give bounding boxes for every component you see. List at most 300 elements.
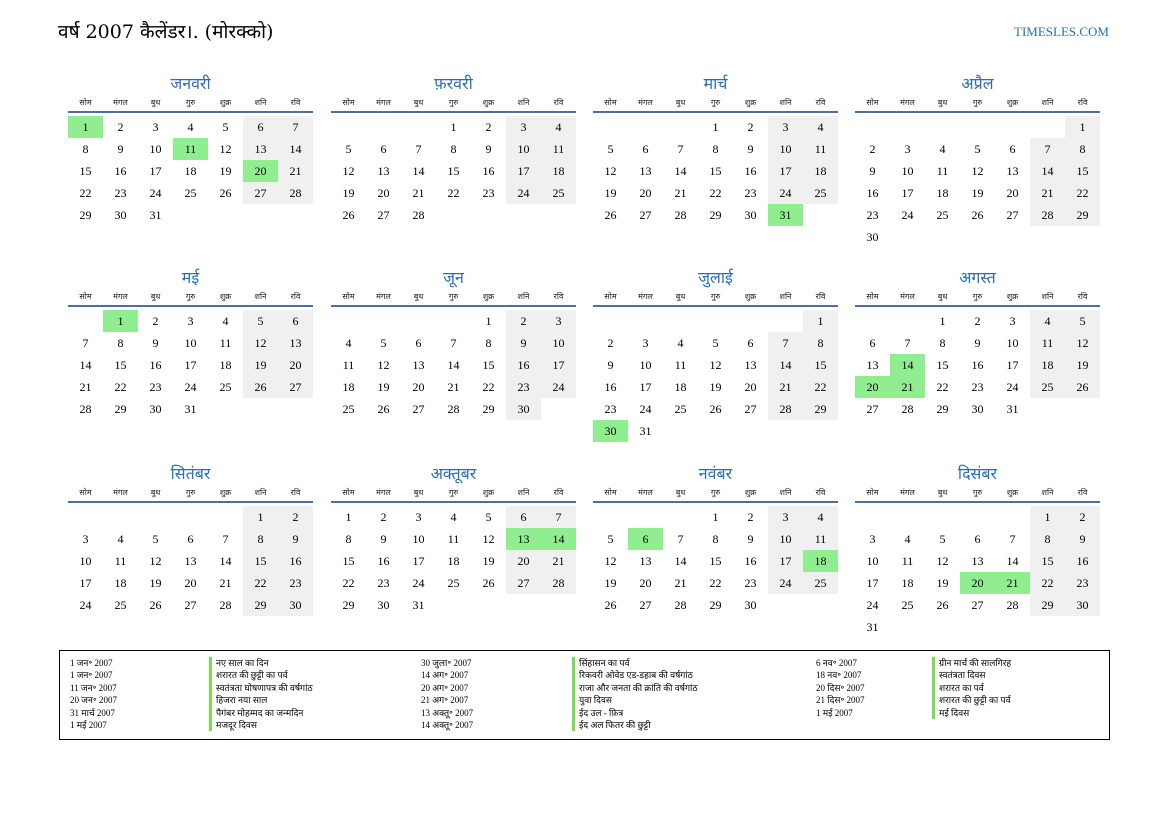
day-cell[interactable]: 19 bbox=[377, 380, 390, 394]
day-cell[interactable]: 24 bbox=[506, 182, 541, 204]
holiday-day-cell[interactable]: 13 bbox=[506, 528, 541, 550]
day-cell[interactable]: 20 bbox=[377, 186, 390, 200]
day-cell[interactable]: 11 bbox=[901, 554, 914, 568]
day-cell[interactable]: 3 bbox=[152, 120, 159, 134]
day-cell[interactable]: 23 bbox=[866, 208, 879, 222]
day-cell[interactable]: 20 bbox=[278, 354, 313, 376]
day-cell[interactable]: 17 bbox=[901, 186, 914, 200]
day-cell[interactable]: 30 bbox=[866, 230, 879, 244]
day-cell[interactable]: 7 bbox=[278, 116, 313, 138]
day-cell[interactable]: 31 bbox=[866, 620, 879, 634]
day-cell[interactable]: 11 bbox=[219, 336, 232, 350]
day-cell[interactable]: 19 bbox=[219, 164, 232, 178]
day-cell[interactable]: 22 bbox=[709, 186, 722, 200]
day-cell[interactable]: 8 bbox=[712, 142, 719, 156]
day-cell[interactable]: 6 bbox=[506, 506, 541, 528]
day-cell[interactable]: 21 bbox=[79, 380, 92, 394]
day-cell[interactable]: 7 bbox=[1009, 532, 1016, 546]
day-cell[interactable]: 13 bbox=[412, 358, 425, 372]
day-cell[interactable]: 8 bbox=[712, 532, 719, 546]
day-cell[interactable]: 3 bbox=[904, 142, 911, 156]
day-cell[interactable]: 12 bbox=[709, 358, 722, 372]
day-cell[interactable]: 13 bbox=[744, 358, 757, 372]
day-cell[interactable]: 17 bbox=[768, 160, 803, 182]
day-cell[interactable]: 5 bbox=[607, 532, 614, 546]
day-cell[interactable]: 28 bbox=[901, 402, 914, 416]
day-cell[interactable]: 1 bbox=[939, 314, 946, 328]
day-cell[interactable]: 22 bbox=[803, 376, 838, 398]
day-cell[interactable]: 14 bbox=[278, 138, 313, 160]
day-cell[interactable]: 8 bbox=[243, 528, 278, 550]
day-cell[interactable]: 10 bbox=[1006, 336, 1019, 350]
day-cell[interactable]: 18 bbox=[219, 358, 232, 372]
day-cell[interactable]: 1 bbox=[1065, 116, 1100, 138]
day-cell[interactable]: 22 bbox=[447, 186, 460, 200]
day-cell[interactable]: 23 bbox=[1065, 572, 1100, 594]
day-cell[interactable]: 1 bbox=[712, 510, 719, 524]
day-cell[interactable]: 27 bbox=[639, 208, 652, 222]
day-cell[interactable]: 11 bbox=[447, 532, 460, 546]
day-cell[interactable]: 11 bbox=[541, 138, 576, 160]
day-cell[interactable]: 22 bbox=[1030, 572, 1065, 594]
day-cell[interactable]: 20 bbox=[506, 550, 541, 572]
day-cell[interactable]: 15 bbox=[936, 358, 949, 372]
day-cell[interactable]: 6 bbox=[642, 142, 649, 156]
day-cell[interactable]: 23 bbox=[744, 186, 757, 200]
holiday-day-cell[interactable]: 30 bbox=[593, 420, 628, 442]
day-cell[interactable]: 23 bbox=[149, 380, 162, 394]
day-cell[interactable]: 25 bbox=[184, 186, 197, 200]
day-cell[interactable]: 16 bbox=[482, 164, 495, 178]
day-cell[interactable]: 15 bbox=[482, 358, 495, 372]
day-cell[interactable]: 31 bbox=[639, 424, 652, 438]
day-cell[interactable]: 13 bbox=[1006, 164, 1019, 178]
day-cell[interactable]: 12 bbox=[219, 142, 232, 156]
day-cell[interactable]: 6 bbox=[1009, 142, 1016, 156]
day-cell[interactable]: 4 bbox=[117, 532, 124, 546]
day-cell[interactable]: 5 bbox=[243, 310, 278, 332]
day-cell[interactable]: 2 bbox=[278, 506, 313, 528]
day-cell[interactable]: 24 bbox=[901, 208, 914, 222]
day-cell[interactable]: 21 bbox=[412, 186, 425, 200]
day-cell[interactable]: 1 bbox=[1030, 506, 1065, 528]
day-cell[interactable]: 13 bbox=[639, 164, 652, 178]
day-cell[interactable]: 29 bbox=[936, 402, 949, 416]
holiday-day-cell[interactable]: 1 bbox=[103, 310, 138, 332]
holiday-day-cell[interactable]: 21 bbox=[890, 376, 925, 398]
day-cell[interactable]: 2 bbox=[1065, 506, 1100, 528]
day-cell[interactable]: 6 bbox=[747, 336, 754, 350]
day-cell[interactable]: 29 bbox=[243, 594, 278, 616]
day-cell[interactable]: 2 bbox=[747, 510, 754, 524]
day-cell[interactable]: 23 bbox=[278, 572, 313, 594]
day-cell[interactable]: 8 bbox=[939, 336, 946, 350]
day-cell[interactable]: 10 bbox=[412, 532, 425, 546]
day-cell[interactable]: 8 bbox=[1065, 138, 1100, 160]
day-cell[interactable]: 21 bbox=[278, 160, 313, 182]
day-cell[interactable]: 29 bbox=[79, 208, 92, 222]
day-cell[interactable]: 10 bbox=[184, 336, 197, 350]
day-cell[interactable]: 27 bbox=[377, 208, 390, 222]
day-cell[interactable]: 7 bbox=[677, 142, 684, 156]
day-cell[interactable]: 23 bbox=[744, 576, 757, 590]
day-cell[interactable]: 11 bbox=[342, 358, 355, 372]
day-cell[interactable]: 18 bbox=[901, 576, 914, 590]
day-cell[interactable]: 22 bbox=[709, 576, 722, 590]
day-cell[interactable]: 26 bbox=[149, 598, 162, 612]
day-cell[interactable]: 30 bbox=[377, 598, 390, 612]
day-cell[interactable]: 3 bbox=[768, 116, 803, 138]
day-cell[interactable]: 21 bbox=[447, 380, 460, 394]
day-cell[interactable]: 8 bbox=[82, 142, 89, 156]
day-cell[interactable]: 10 bbox=[79, 554, 92, 568]
day-cell[interactable]: 14 bbox=[768, 354, 803, 376]
day-cell[interactable]: 10 bbox=[506, 138, 541, 160]
day-cell[interactable]: 10 bbox=[639, 358, 652, 372]
day-cell[interactable]: 3 bbox=[82, 532, 89, 546]
day-cell[interactable]: 25 bbox=[541, 182, 576, 204]
day-cell[interactable]: 2 bbox=[152, 314, 159, 328]
day-cell[interactable]: 13 bbox=[184, 554, 197, 568]
day-cell[interactable]: 7 bbox=[222, 532, 229, 546]
day-cell[interactable]: 10 bbox=[768, 138, 803, 160]
day-cell[interactable]: 5 bbox=[485, 510, 492, 524]
day-cell[interactable]: 15 bbox=[1065, 160, 1100, 182]
day-cell[interactable]: 4 bbox=[1030, 310, 1065, 332]
day-cell[interactable]: 25 bbox=[1030, 376, 1065, 398]
day-cell[interactable]: 19 bbox=[604, 576, 617, 590]
day-cell[interactable]: 7 bbox=[82, 336, 89, 350]
day-cell[interactable]: 10 bbox=[768, 528, 803, 550]
day-cell[interactable]: 16 bbox=[506, 354, 541, 376]
day-cell[interactable]: 3 bbox=[869, 532, 876, 546]
day-cell[interactable]: 26 bbox=[709, 402, 722, 416]
day-cell[interactable]: 9 bbox=[747, 532, 754, 546]
day-cell[interactable]: 9 bbox=[869, 164, 876, 178]
day-cell[interactable]: 17 bbox=[412, 554, 425, 568]
day-cell[interactable]: 29 bbox=[342, 598, 355, 612]
day-cell[interactable]: 10 bbox=[149, 142, 162, 156]
day-cell[interactable]: 23 bbox=[482, 186, 495, 200]
day-cell[interactable]: 18 bbox=[803, 160, 838, 182]
day-cell[interactable]: 23 bbox=[604, 402, 617, 416]
day-cell[interactable]: 25 bbox=[114, 598, 127, 612]
day-cell[interactable]: 21 bbox=[674, 576, 687, 590]
day-cell[interactable]: 6 bbox=[278, 310, 313, 332]
day-cell[interactable]: 31 bbox=[1006, 402, 1019, 416]
day-cell[interactable]: 17 bbox=[1006, 358, 1019, 372]
day-cell[interactable]: 9 bbox=[1065, 528, 1100, 550]
day-cell[interactable]: 19 bbox=[342, 186, 355, 200]
day-cell[interactable]: 20 bbox=[1006, 186, 1019, 200]
day-cell[interactable]: 19 bbox=[482, 554, 495, 568]
day-cell[interactable]: 24 bbox=[149, 186, 162, 200]
day-cell[interactable]: 30 bbox=[1065, 594, 1100, 616]
day-cell[interactable]: 19 bbox=[709, 380, 722, 394]
day-cell[interactable]: 5 bbox=[712, 336, 719, 350]
day-cell[interactable]: 24 bbox=[412, 576, 425, 590]
day-cell[interactable]: 26 bbox=[482, 576, 495, 590]
day-cell[interactable]: 25 bbox=[936, 208, 949, 222]
day-cell[interactable]: 6 bbox=[974, 532, 981, 546]
day-cell[interactable]: 28 bbox=[1006, 598, 1019, 612]
day-cell[interactable]: 24 bbox=[1006, 380, 1019, 394]
day-cell[interactable]: 15 bbox=[1030, 550, 1065, 572]
day-cell[interactable]: 19 bbox=[604, 186, 617, 200]
day-cell[interactable]: 20 bbox=[412, 380, 425, 394]
day-cell[interactable]: 28 bbox=[412, 208, 425, 222]
day-cell[interactable]: 29 bbox=[1065, 204, 1100, 226]
holiday-day-cell[interactable]: 6 bbox=[628, 528, 663, 550]
day-cell[interactable]: 27 bbox=[744, 402, 757, 416]
day-cell[interactable]: 21 bbox=[1030, 182, 1065, 204]
day-cell[interactable]: 24 bbox=[79, 598, 92, 612]
day-cell[interactable]: 15 bbox=[803, 354, 838, 376]
day-cell[interactable]: 30 bbox=[114, 208, 127, 222]
day-cell[interactable]: 5 bbox=[1065, 310, 1100, 332]
day-cell[interactable]: 10 bbox=[866, 554, 879, 568]
day-cell[interactable]: 14 bbox=[674, 164, 687, 178]
day-cell[interactable]: 27 bbox=[866, 402, 879, 416]
day-cell[interactable]: 20 bbox=[184, 576, 197, 590]
day-cell[interactable]: 26 bbox=[342, 208, 355, 222]
day-cell[interactable]: 2 bbox=[607, 336, 614, 350]
day-cell[interactable]: 22 bbox=[936, 380, 949, 394]
holiday-day-cell[interactable]: 21 bbox=[995, 572, 1030, 594]
day-cell[interactable]: 24 bbox=[866, 598, 879, 612]
day-cell[interactable]: 27 bbox=[639, 598, 652, 612]
day-cell[interactable]: 22 bbox=[1065, 182, 1100, 204]
day-cell[interactable]: 26 bbox=[1065, 376, 1100, 398]
day-cell[interactable]: 9 bbox=[607, 358, 614, 372]
day-cell[interactable]: 14 bbox=[219, 554, 232, 568]
day-cell[interactable]: 21 bbox=[674, 186, 687, 200]
day-cell[interactable]: 9 bbox=[278, 528, 313, 550]
day-cell[interactable]: 1 bbox=[243, 506, 278, 528]
day-cell[interactable]: 20 bbox=[744, 380, 757, 394]
day-cell[interactable]: 2 bbox=[485, 120, 492, 134]
day-cell[interactable]: 3 bbox=[415, 510, 422, 524]
day-cell[interactable]: 14 bbox=[1030, 160, 1065, 182]
day-cell[interactable]: 28 bbox=[674, 208, 687, 222]
day-cell[interactable]: 18 bbox=[541, 160, 576, 182]
day-cell[interactable]: 29 bbox=[709, 598, 722, 612]
day-cell[interactable]: 12 bbox=[604, 164, 617, 178]
day-cell[interactable]: 12 bbox=[243, 332, 278, 354]
day-cell[interactable]: 13 bbox=[639, 554, 652, 568]
day-cell[interactable]: 8 bbox=[450, 142, 457, 156]
day-cell[interactable]: 18 bbox=[936, 186, 949, 200]
day-cell[interactable]: 26 bbox=[604, 598, 617, 612]
day-cell[interactable]: 5 bbox=[222, 120, 229, 134]
day-cell[interactable]: 31 bbox=[412, 598, 425, 612]
day-cell[interactable]: 12 bbox=[604, 554, 617, 568]
day-cell[interactable]: 5 bbox=[607, 142, 614, 156]
day-cell[interactable]: 24 bbox=[541, 376, 576, 398]
day-cell[interactable]: 23 bbox=[506, 376, 541, 398]
day-cell[interactable]: 22 bbox=[243, 572, 278, 594]
day-cell[interactable]: 25 bbox=[803, 182, 838, 204]
day-cell[interactable]: 21 bbox=[219, 576, 232, 590]
day-cell[interactable]: 7 bbox=[541, 506, 576, 528]
day-cell[interactable]: 15 bbox=[709, 164, 722, 178]
day-cell[interactable]: 22 bbox=[342, 576, 355, 590]
day-cell[interactable]: 4 bbox=[222, 314, 229, 328]
day-cell[interactable]: 26 bbox=[377, 402, 390, 416]
holiday-day-cell[interactable]: 20 bbox=[960, 572, 995, 594]
day-cell[interactable]: 27 bbox=[184, 598, 197, 612]
day-cell[interactable]: 9 bbox=[380, 532, 387, 546]
day-cell[interactable]: 17 bbox=[768, 550, 803, 572]
day-cell[interactable]: 16 bbox=[278, 550, 313, 572]
day-cell[interactable]: 7 bbox=[768, 332, 803, 354]
day-cell[interactable]: 14 bbox=[674, 554, 687, 568]
day-cell[interactable]: 18 bbox=[184, 164, 197, 178]
day-cell[interactable]: 9 bbox=[117, 142, 124, 156]
day-cell[interactable]: 27 bbox=[412, 402, 425, 416]
day-cell[interactable]: 27 bbox=[506, 572, 541, 594]
day-cell[interactable]: 29 bbox=[114, 402, 127, 416]
day-cell[interactable]: 2 bbox=[974, 314, 981, 328]
day-cell[interactable]: 9 bbox=[506, 332, 541, 354]
day-cell[interactable]: 1 bbox=[712, 120, 719, 134]
day-cell[interactable]: 28 bbox=[1030, 204, 1065, 226]
day-cell[interactable]: 16 bbox=[1065, 550, 1100, 572]
day-cell[interactable]: 26 bbox=[971, 208, 984, 222]
day-cell[interactable]: 28 bbox=[674, 598, 687, 612]
day-cell[interactable]: 16 bbox=[114, 164, 127, 178]
day-cell[interactable]: 24 bbox=[768, 182, 803, 204]
day-cell[interactable]: 17 bbox=[506, 160, 541, 182]
holiday-day-cell[interactable]: 1 bbox=[68, 116, 103, 138]
day-cell[interactable]: 31 bbox=[149, 208, 162, 222]
day-cell[interactable]: 8 bbox=[485, 336, 492, 350]
day-cell[interactable]: 5 bbox=[345, 142, 352, 156]
day-cell[interactable]: 22 bbox=[79, 186, 92, 200]
day-cell[interactable]: 12 bbox=[377, 358, 390, 372]
day-cell[interactable]: 20 bbox=[639, 186, 652, 200]
holiday-day-cell[interactable]: 31 bbox=[768, 204, 803, 226]
day-cell[interactable]: 12 bbox=[342, 164, 355, 178]
day-cell[interactable]: 9 bbox=[152, 336, 159, 350]
day-cell[interactable]: 3 bbox=[541, 310, 576, 332]
day-cell[interactable]: 2 bbox=[117, 120, 124, 134]
day-cell[interactable]: 17 bbox=[149, 164, 162, 178]
day-cell[interactable]: 12 bbox=[149, 554, 162, 568]
day-cell[interactable]: 25 bbox=[219, 380, 232, 394]
day-cell[interactable]: 5 bbox=[974, 142, 981, 156]
day-cell[interactable]: 25 bbox=[342, 402, 355, 416]
day-cell[interactable]: 11 bbox=[674, 358, 687, 372]
day-cell[interactable]: 26 bbox=[936, 598, 949, 612]
day-cell[interactable]: 27 bbox=[971, 598, 984, 612]
day-cell[interactable]: 23 bbox=[114, 186, 127, 200]
day-cell[interactable]: 1 bbox=[803, 310, 838, 332]
day-cell[interactable]: 5 bbox=[939, 532, 946, 546]
day-cell[interactable]: 20 bbox=[639, 576, 652, 590]
day-cell[interactable]: 4 bbox=[345, 336, 352, 350]
day-cell[interactable]: 26 bbox=[219, 186, 232, 200]
day-cell[interactable]: 2 bbox=[506, 310, 541, 332]
day-cell[interactable]: 15 bbox=[709, 554, 722, 568]
day-cell[interactable]: 18 bbox=[342, 380, 355, 394]
day-cell[interactable]: 19 bbox=[971, 186, 984, 200]
day-cell[interactable]: 11 bbox=[936, 164, 949, 178]
day-cell[interactable]: 25 bbox=[674, 402, 687, 416]
day-cell[interactable]: 3 bbox=[642, 336, 649, 350]
day-cell[interactable]: 30 bbox=[744, 208, 757, 222]
day-cell[interactable]: 28 bbox=[79, 402, 92, 416]
day-cell[interactable]: 28 bbox=[278, 182, 313, 204]
day-cell[interactable]: 6 bbox=[869, 336, 876, 350]
day-cell[interactable]: 7 bbox=[450, 336, 457, 350]
day-cell[interactable]: 24 bbox=[768, 572, 803, 594]
day-cell[interactable]: 17 bbox=[639, 380, 652, 394]
day-cell[interactable]: 14 bbox=[1006, 554, 1019, 568]
day-cell[interactable]: 27 bbox=[278, 376, 313, 398]
day-cell[interactable]: 9 bbox=[485, 142, 492, 156]
holiday-day-cell[interactable]: 14 bbox=[890, 354, 925, 376]
day-cell[interactable]: 30 bbox=[506, 398, 541, 420]
day-cell[interactable]: 17 bbox=[866, 576, 879, 590]
day-cell[interactable]: 1 bbox=[345, 510, 352, 524]
day-cell[interactable]: 3 bbox=[506, 116, 541, 138]
day-cell[interactable]: 4 bbox=[450, 510, 457, 524]
day-cell[interactable]: 3 bbox=[768, 506, 803, 528]
day-cell[interactable]: 7 bbox=[677, 532, 684, 546]
day-cell[interactable]: 3 bbox=[187, 314, 194, 328]
day-cell[interactable]: 16 bbox=[377, 554, 390, 568]
day-cell[interactable]: 25 bbox=[803, 572, 838, 594]
day-cell[interactable]: 15 bbox=[243, 550, 278, 572]
day-cell[interactable]: 21 bbox=[541, 550, 576, 572]
day-cell[interactable]: 15 bbox=[342, 554, 355, 568]
day-cell[interactable]: 29 bbox=[1030, 594, 1065, 616]
day-cell[interactable]: 16 bbox=[866, 186, 879, 200]
day-cell[interactable]: 13 bbox=[866, 358, 879, 372]
day-cell[interactable]: 2 bbox=[747, 120, 754, 134]
day-cell[interactable]: 11 bbox=[803, 138, 838, 160]
day-cell[interactable]: 14 bbox=[412, 164, 425, 178]
day-cell[interactable]: 5 bbox=[152, 532, 159, 546]
day-cell[interactable]: 1 bbox=[485, 314, 492, 328]
day-cell[interactable]: 19 bbox=[149, 576, 162, 590]
day-cell[interactable]: 8 bbox=[1030, 528, 1065, 550]
day-cell[interactable]: 13 bbox=[278, 332, 313, 354]
day-cell[interactable]: 25 bbox=[901, 598, 914, 612]
day-cell[interactable]: 7 bbox=[1030, 138, 1065, 160]
day-cell[interactable]: 8 bbox=[117, 336, 124, 350]
day-cell[interactable]: 15 bbox=[114, 358, 127, 372]
day-cell[interactable]: 10 bbox=[541, 332, 576, 354]
day-cell[interactable]: 17 bbox=[79, 576, 92, 590]
day-cell[interactable]: 18 bbox=[674, 380, 687, 394]
holiday-day-cell[interactable]: 11 bbox=[173, 138, 208, 160]
day-cell[interactable]: 15 bbox=[79, 164, 92, 178]
day-cell[interactable]: 30 bbox=[971, 402, 984, 416]
day-cell[interactable]: 6 bbox=[243, 116, 278, 138]
day-cell[interactable]: 26 bbox=[604, 208, 617, 222]
day-cell[interactable]: 11 bbox=[114, 554, 127, 568]
day-cell[interactable]: 1 bbox=[450, 120, 457, 134]
day-cell[interactable]: 4 bbox=[187, 120, 194, 134]
day-cell[interactable]: 11 bbox=[1030, 332, 1065, 354]
day-cell[interactable]: 4 bbox=[803, 116, 838, 138]
day-cell[interactable]: 24 bbox=[184, 380, 197, 394]
day-cell[interactable]: 25 bbox=[447, 576, 460, 590]
day-cell[interactable]: 29 bbox=[803, 398, 838, 420]
day-cell[interactable]: 16 bbox=[744, 554, 757, 568]
